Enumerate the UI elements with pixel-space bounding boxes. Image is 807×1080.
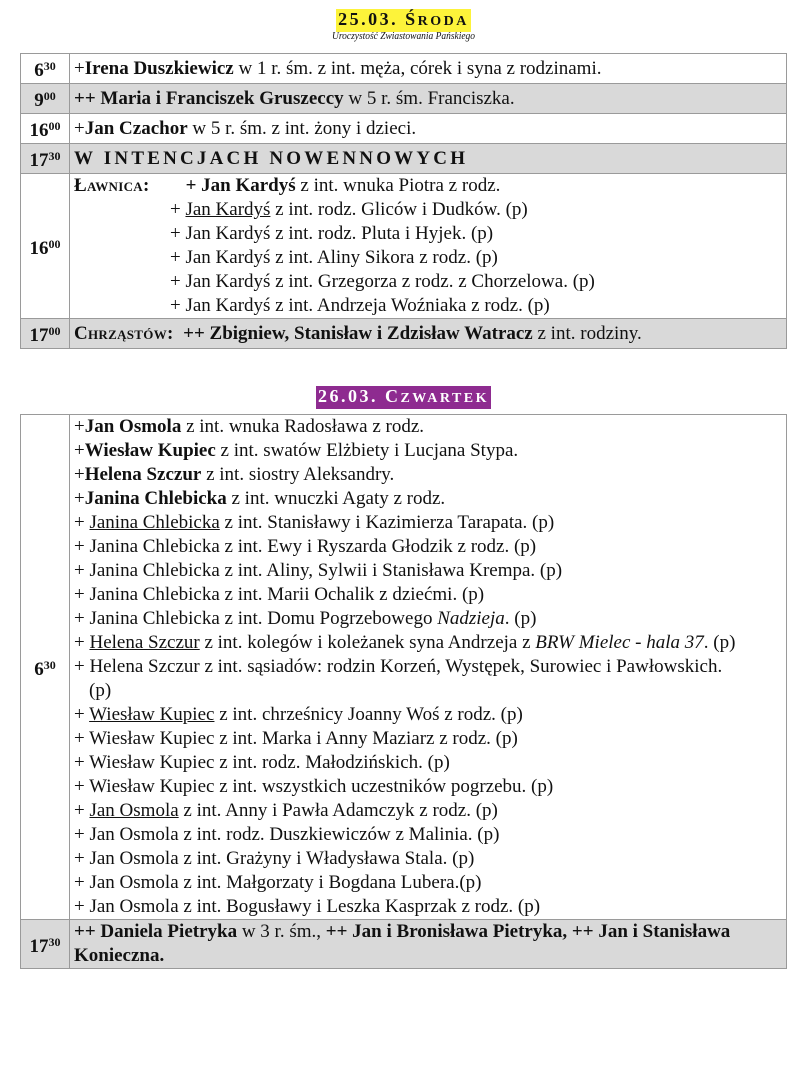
text-span: 17 bbox=[29, 325, 49, 346]
deceased-name: Zbigniew, Stanisław i Zdzisław Watracz bbox=[209, 322, 533, 344]
intention-line bbox=[74, 607, 783, 631]
time-minutes: 00 bbox=[43, 89, 56, 103]
feast-subtitle: Uroczystość Zwiastowania Pańskiego bbox=[332, 31, 475, 42]
text-span: + Janina Chlebicka z int. Domu Pogrzebowego bbox=[74, 608, 438, 629]
intention-line bbox=[74, 415, 783, 439]
weekday-rest: RODA bbox=[417, 14, 469, 29]
text-span: Wiesław Kupiec bbox=[84, 440, 216, 461]
text-span: + bbox=[74, 512, 90, 533]
intention-line bbox=[74, 198, 783, 222]
mass-time bbox=[21, 144, 70, 174]
table-row bbox=[21, 144, 787, 174]
intention-line bbox=[74, 439, 783, 463]
weekday-initial: Ś bbox=[405, 9, 418, 29]
intention-line: + Wiesław Kupiec z int. Marka i Anny Maziarz z rodz. (p) bbox=[74, 728, 518, 749]
text-span: z int. rodziny. bbox=[532, 322, 642, 344]
text-span: Helena Szczur bbox=[89, 632, 200, 653]
table-row bbox=[21, 54, 787, 84]
intention-cell bbox=[70, 174, 787, 319]
text-span: w 5 r. śm. z int. żony i dzieci. bbox=[187, 117, 417, 139]
time-minutes: 30 bbox=[48, 934, 61, 949]
intention-line: + Jan Kardyś z int. Andrzeja Woźniaka z rodz. (p) bbox=[170, 295, 550, 316]
intention-line bbox=[74, 631, 783, 655]
intention-line: + Jan Osmola z int. Grażyny i Władysława Stala. (p) bbox=[74, 848, 475, 869]
text-span: + bbox=[185, 175, 202, 196]
text-span: + bbox=[74, 488, 85, 509]
day-date: 26.03. bbox=[317, 386, 378, 406]
mass-time bbox=[21, 415, 70, 920]
text-span: z int. wnuczki Agaty z rodz. bbox=[226, 488, 446, 509]
text-span: z int. rodz. Gliców i Dudków. (p) bbox=[270, 199, 528, 220]
day-header-25-03 bbox=[0, 9, 807, 32]
text-span: + bbox=[74, 440, 85, 461]
table-row bbox=[21, 920, 787, 969]
text-span: z int. siostry Aleksandry. bbox=[201, 464, 395, 485]
text-span: Jan Osmola bbox=[89, 800, 179, 821]
text-span: + bbox=[74, 57, 85, 79]
mass-time bbox=[21, 174, 70, 319]
text-span: z int. swatów Elżbiety i Lucjana Stypa. bbox=[215, 440, 519, 461]
weekday-initial: C bbox=[384, 386, 401, 406]
time-minutes: 30 bbox=[43, 657, 56, 672]
text-span: w 5 r. śm. Franciszka. bbox=[343, 87, 515, 109]
day-title bbox=[336, 9, 471, 32]
intention-line bbox=[74, 703, 783, 727]
text-span: z int. wnuka Piotra z rodz. bbox=[295, 175, 501, 196]
text-span: z int. chrześnicy Joanny Woś z rodz. (p) bbox=[214, 704, 523, 725]
text-span: z int. Stanisławy i Kazimierza Tarapata. (p) bbox=[219, 512, 555, 533]
text-span: z int. wnuka Radosława z rodz. bbox=[181, 416, 425, 437]
intention-line: + Janina Chlebicka z int. Aliny, Sylwii i Stanisława Krempa. (p) bbox=[74, 560, 563, 581]
table-row bbox=[21, 415, 787, 920]
intention-line bbox=[74, 799, 783, 823]
time-minutes: 30 bbox=[48, 149, 61, 163]
text-span: w 1 r. śm. z int. męża, córek i syna z rodzinami. bbox=[233, 57, 602, 79]
intention-line bbox=[74, 463, 783, 487]
text-span: + bbox=[170, 199, 186, 220]
intention-line bbox=[74, 487, 783, 511]
deceased-name: Jan Kardyś bbox=[201, 175, 296, 196]
place-label: Ławnica: bbox=[74, 175, 150, 196]
day-date: 25.03. bbox=[338, 9, 399, 29]
day-header-26-03 bbox=[0, 386, 807, 409]
text-span: w 3 r. śm., bbox=[237, 921, 326, 942]
text-span: BRW Mielec - hala 37 bbox=[535, 632, 704, 653]
intention-line: + Janina Chlebicka z int. Marii Ochalik z dziećmi. (p) bbox=[74, 584, 485, 605]
text-span: + bbox=[74, 704, 90, 725]
text-span: Wiesław Kupiec bbox=[89, 704, 215, 725]
intention-cell bbox=[70, 415, 787, 920]
schedule-table-25-03 bbox=[20, 53, 787, 349]
intention-cell bbox=[70, 920, 787, 969]
time-minutes: 30 bbox=[43, 59, 56, 73]
text-span: 17 bbox=[29, 150, 49, 171]
intention-line: + Jan Osmola z int. Bogusławy i Leszka Kasprzak z rodz. (p) bbox=[74, 896, 541, 917]
mass-time bbox=[21, 54, 70, 84]
text-span: Janina Chlebicka bbox=[84, 488, 227, 509]
text-span: 17 bbox=[29, 935, 49, 957]
text-span: ++ bbox=[74, 87, 101, 109]
table-row bbox=[21, 174, 787, 319]
mass-time bbox=[21, 319, 70, 349]
deceased-name: Jan Czachor bbox=[84, 117, 188, 139]
place-label: Chrząstów: bbox=[74, 322, 174, 344]
table-row bbox=[21, 114, 787, 144]
time-minutes: 00 bbox=[48, 119, 61, 133]
text-span: 16 bbox=[29, 237, 49, 259]
intention-line: + Jan Osmola z int. Małgorzaty i Bogdana Lubera.(p) bbox=[74, 872, 482, 893]
deceased-name: ++ Daniela Pietryka bbox=[74, 921, 238, 942]
intention-line: + Jan Osmola z int. rodz. Duszkiewiczów z Malinia. (p) bbox=[74, 824, 500, 845]
schedule-table-26-03 bbox=[20, 414, 787, 969]
text-span: Jan Kardyś bbox=[185, 199, 271, 220]
intention-cell bbox=[70, 84, 787, 114]
intention-line: + Janina Chlebicka z int. Ewy i Ryszarda Głodzik z rodz. (p) bbox=[74, 536, 537, 557]
time-minutes: 00 bbox=[48, 324, 61, 338]
intention-line: + Jan Kardyś z int. Grzegorza z rodz. z Chorzelowa. (p) bbox=[170, 271, 595, 292]
intention-line: + Wiesław Kupiec z int. rodz. Małodzińskich. (p) bbox=[74, 752, 450, 773]
deceased-name: ++ Jan i Bronisława Pietryka, ++ Jan i Stanisława Konieczna. bbox=[74, 921, 731, 966]
text-span: . (p) bbox=[703, 632, 736, 653]
text-span: + bbox=[74, 632, 90, 653]
text-span: Helena Szczur bbox=[84, 464, 202, 485]
mass-time bbox=[21, 114, 70, 144]
table-row bbox=[21, 319, 787, 349]
text-span: + bbox=[74, 800, 90, 821]
text-span: + bbox=[74, 464, 85, 485]
text-span bbox=[21, 415, 787, 969]
intention-line: + Wiesław Kupiec z int. wszystkich uczestników pogrzebu. (p) bbox=[74, 776, 554, 797]
table-row bbox=[21, 84, 787, 114]
novena-intentions: W INTENCJACH NOWENNOWYCH bbox=[70, 144, 787, 174]
text-span: 9 bbox=[34, 90, 44, 111]
text-span: 6 bbox=[34, 658, 44, 680]
intention-line: + Jan Kardyś z int. rodz. Pluta i Hyjek. (p) bbox=[170, 223, 494, 244]
deceased-name: Irena Duszkiewicz bbox=[84, 57, 234, 79]
intention-line bbox=[74, 174, 783, 198]
text-span: + bbox=[74, 117, 85, 139]
mass-time bbox=[21, 84, 70, 114]
intention-cell bbox=[70, 54, 787, 84]
text-span: + bbox=[74, 416, 85, 437]
day-title bbox=[316, 386, 491, 409]
text-span: 16 bbox=[29, 120, 49, 141]
text-span: Nadzieja bbox=[437, 608, 505, 629]
text-span: Janina Chlebicka bbox=[89, 512, 220, 533]
text-span: z int. Anny i Pawła Adamczyk z rodz. (p) bbox=[178, 800, 498, 821]
intention-cell bbox=[70, 114, 787, 144]
intention-cell bbox=[70, 319, 787, 349]
text-span: . (p) bbox=[504, 608, 537, 629]
intention-line: + Jan Kardyś z int. Aliny Sikora z rodz. (p) bbox=[170, 247, 498, 268]
text-span bbox=[21, 54, 787, 349]
text-span: z int. kolegów i koleżanek syna Andrzeja z bbox=[199, 632, 536, 653]
time-minutes: 00 bbox=[48, 236, 61, 251]
mass-time bbox=[21, 920, 70, 969]
intention-line: + Helena Szczur z int. sąsiadów: rodzin Korzeń, Występek, Surowiec i Pawłowskich. (p) bbox=[74, 656, 723, 701]
text-span: ++ bbox=[173, 322, 210, 344]
text-span: 6 bbox=[34, 60, 44, 81]
intention-line bbox=[74, 511, 783, 535]
text-span: Jan Osmola bbox=[84, 416, 182, 437]
weekday-rest: ZWARTEK bbox=[400, 391, 490, 406]
deceased-name: Maria i Franciszek Gruszeccy bbox=[100, 87, 344, 109]
